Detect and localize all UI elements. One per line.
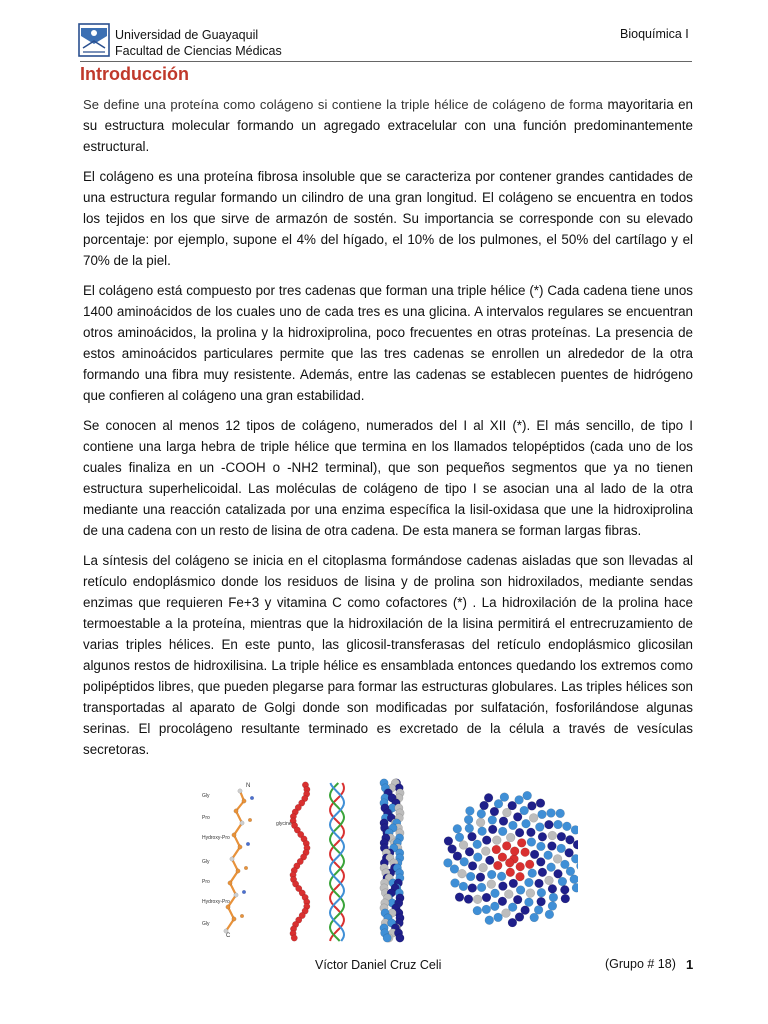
end-view-atom	[557, 832, 566, 841]
end-view-atom	[492, 845, 501, 854]
end-view-atom	[525, 860, 534, 869]
end-view-atom	[490, 807, 499, 816]
end-view-atom	[459, 882, 468, 891]
end-view-atom	[476, 818, 485, 827]
end-view-atom	[484, 793, 493, 802]
end-view-atom	[458, 869, 467, 878]
end-view-atom	[482, 836, 491, 845]
end-view-atom	[464, 815, 473, 824]
end-view-atom	[554, 820, 563, 829]
chain-end-label: C	[226, 933, 231, 939]
end-view-atom	[451, 879, 460, 888]
end-view-atom	[444, 837, 453, 846]
end-view-atom	[502, 842, 511, 851]
end-view-atom	[520, 806, 529, 815]
end-view-atom	[527, 828, 536, 837]
chain-atom	[232, 917, 236, 921]
end-view-atom	[487, 870, 496, 879]
end-view-atom	[455, 833, 464, 842]
end-view-atom	[566, 835, 575, 844]
spacefill-triple-helix-panel	[380, 779, 404, 942]
end-view-atom	[479, 863, 488, 872]
end-view-atom	[548, 902, 557, 911]
end-view-atom	[506, 868, 515, 877]
end-view-atom	[572, 883, 578, 892]
end-view-atom	[464, 895, 473, 904]
end-view-atom	[508, 801, 517, 810]
end-view-atom	[487, 880, 496, 889]
end-view-atom	[517, 839, 526, 848]
end-view-atom	[530, 850, 539, 859]
end-view-atom	[522, 819, 531, 828]
end-view-atom	[556, 809, 565, 818]
end-view-atom	[529, 814, 538, 823]
amino-acid-chain-panel	[202, 783, 254, 939]
end-view-atom	[537, 888, 546, 897]
chain-atom	[230, 857, 234, 861]
end-view-atom	[558, 877, 567, 886]
group-number: (Grupo # 18)	[605, 957, 676, 971]
end-view-atom	[545, 876, 554, 885]
end-view-atom	[525, 898, 534, 907]
end-view-atom	[538, 832, 547, 841]
end-view-atom	[535, 823, 544, 832]
residue-label: Gly	[202, 793, 210, 799]
end-view-atom	[465, 824, 474, 833]
end-view-atom	[528, 869, 537, 878]
end-view-atom	[493, 861, 502, 870]
end-view-atom	[499, 882, 508, 891]
spacefill-atom	[383, 934, 391, 942]
end-view-atom	[521, 848, 530, 857]
end-view-atom	[488, 816, 497, 825]
glycine-label: glycine	[276, 821, 292, 827]
paragraph: La síntesis del colágeno se inicia en el citoplasma formándose cadenas aisladas que son llevadas al retículo endoplásmico donde los residuos de lisina y de prolina son hidroxilados, mediante sendas enzimas que requieren Fe+3 y vitamina C como cofactores (*) . La hidroxilación de la prolina hace termoestable a la proteína, mientras que la hidroxilación de la lisina permitirá el entrecruzamiento de varias triples hélices. En este punto, las glicosil-transferasas del retículo endoplásmico glicosilan algunos restos de hidroxilisina. La triple hélice es ensamblada entonces quedando los extremos como polipéptidos libres, que pueden plegarse para formar las estructuras globulares. Las triples hélices son transportadas al aparato de Golgi donde son modificadas por sulfatación, fosforilándose algunas serinas. El procolágeno resultante terminado es excretado de la célula a través de vesículas secretoras.	[83, 553, 693, 757]
end-view-atom	[535, 879, 544, 888]
end-view-atom	[547, 863, 556, 872]
course-name: Bioquímica I	[620, 27, 689, 41]
end-view-atom	[478, 827, 487, 836]
university-logo	[78, 22, 110, 58]
end-view-atom	[502, 909, 511, 918]
institution-block	[115, 27, 282, 59]
end-view-atom	[509, 879, 518, 888]
end-view-atom	[516, 886, 525, 895]
end-view-atom	[557, 844, 566, 853]
end-view-atom	[468, 862, 477, 871]
end-view-atom	[504, 890, 513, 899]
end-view-atom	[498, 897, 507, 906]
chain-atom	[234, 809, 238, 813]
end-view-atom	[497, 872, 506, 881]
end-view-atom	[526, 889, 535, 898]
chain-atom	[226, 905, 230, 909]
end-view-atom	[473, 895, 482, 904]
residue-label: Gly	[202, 859, 210, 865]
end-view-atom	[554, 869, 563, 878]
paragraph: Se conocen al menos 12 tipos de colágeno, numerados del I al XII (*). El más sencillo, de tipo I contiene una larga hebra de triple hélice que termina en los llamados telopéptidos (cada uno de los cuales finaliza en un -COOH o -NH2 terminal), que son pequeños segmentos que ya no tienen estructura superhelicoidal. Las moléculas de colágeno de tipo I se asocian una al lado de la otra mediante una reacción catalizada por una enzima específica la lisil-oxidasa que une la hidroxiprolina de una cadena con un resto de lisina de otra cadena. De esta manera se forman largas fibras.	[83, 418, 693, 538]
end-view-atom	[513, 813, 522, 822]
page-number: 1	[686, 957, 694, 972]
end-view-atom	[537, 842, 546, 851]
end-view-atom	[510, 847, 519, 856]
red-helix-panel	[276, 782, 310, 941]
end-view-atom	[444, 859, 453, 868]
end-view-atom	[485, 916, 494, 925]
end-view-atom	[538, 810, 547, 819]
chain-atom	[246, 842, 250, 846]
chain-atom	[240, 821, 244, 825]
end-view-atom	[534, 906, 543, 915]
residue-label: Gly	[202, 921, 210, 927]
chain-atom	[238, 789, 242, 793]
paragraph-text: mayoritaria en su estructura molecular formando un agregado extracelular con una función predominantemente estructural.	[83, 97, 693, 154]
end-view-atom	[528, 802, 537, 811]
chain-atom	[240, 914, 244, 918]
end-view-atom	[560, 885, 569, 894]
chain-atom	[224, 929, 228, 933]
faculty-name: Facultad de Ciencias Médicas	[115, 44, 282, 58]
end-view-atom	[506, 833, 515, 842]
end-view-atom	[570, 875, 578, 884]
end-view-atom	[544, 851, 553, 860]
residue-label: Hydroxy-Pro	[202, 835, 230, 841]
end-view-atom	[473, 906, 482, 915]
chain-atom	[236, 869, 240, 873]
helix-atom	[291, 935, 297, 941]
end-view-atom	[473, 840, 482, 849]
chain-atom	[234, 893, 238, 897]
end-view-atom	[527, 838, 536, 847]
end-view-atom	[530, 913, 539, 922]
end-view-atom	[459, 841, 468, 850]
paragraph: El colágeno es una proteína fibrosa insoluble que se caracteriza por contener grandes cantidades de una estructura regular formando un cilindro de una gran longitud. El colágeno se encuentra en todos los tejidos en los que sirve de armazón de sostén. Su importancia se corresponde con su elevado porcentaje: por ejemplo, supone el 4% del hígado, el 10% de los pulmones, el 50% del cartílago y el 70% de la piel.	[83, 169, 693, 268]
end-view-atom	[509, 821, 518, 830]
end-view-atom	[538, 868, 547, 877]
end-view-atom	[515, 913, 524, 922]
end-view-atom	[482, 893, 491, 902]
spacefill-atom	[396, 934, 404, 942]
end-view-atom	[563, 822, 572, 831]
section-title: Introducción	[80, 64, 189, 84]
chain-atom	[242, 890, 246, 894]
chain-atom	[244, 866, 248, 870]
end-view-atom	[477, 809, 486, 818]
residue-label: Hydroxy-Pro	[202, 899, 230, 905]
end-view-atom	[488, 825, 497, 834]
end-view-atom	[465, 847, 474, 856]
end-view-atom	[571, 826, 578, 835]
end-view-atom	[473, 853, 482, 862]
end-view-atom	[490, 902, 499, 911]
chain-atom	[228, 881, 232, 885]
end-view-atom	[468, 884, 477, 893]
collagen-structure-figure	[192, 777, 578, 945]
end-view-atom	[548, 884, 557, 893]
body-text	[83, 94, 693, 769]
end-view-atom	[448, 845, 457, 854]
chain-atom	[232, 833, 236, 837]
end-view-atom	[468, 832, 477, 841]
end-view-atom	[513, 895, 522, 904]
end-on-view-panel	[444, 791, 579, 927]
end-view-atom	[571, 854, 578, 863]
end-view-atom	[491, 889, 500, 898]
chain-atom	[250, 796, 254, 800]
end-view-atom	[523, 791, 532, 800]
end-view-atom	[553, 855, 562, 864]
end-view-atom	[508, 918, 517, 927]
end-view-atom	[545, 910, 554, 919]
chain-atom	[248, 818, 252, 822]
end-view-atom	[561, 894, 570, 903]
end-view-atom	[499, 817, 508, 826]
end-view-atom	[466, 807, 475, 816]
chain-atom	[238, 845, 242, 849]
end-view-atom	[536, 799, 545, 808]
end-view-atom	[548, 831, 557, 840]
chain-atom	[242, 799, 246, 803]
paragraph: El colágeno está compuesto por tres cadenas que forman una triple hélice (*) Cada cadena tiene unos 1400 aminoácidos de los cuales uno de cada tres es una glicina. A intervalos regulares se encuentran otros aminoácidos, la prolina y la hidroxiprolina, poco frecuentes en otras proteínas. La presencia de estos aminoácidos particulares permite que las tres cadenas se enrollen un alrededor de la otra formando una fibra muy resistente. Además, entre las cadenas se establecen puentes de hidrógeno que confieren al colágeno una gran estabilidad.	[83, 283, 693, 403]
paragraph-lead: Se define una proteína como colágeno si contiene la triple hélice de colágeno de forma	[83, 97, 604, 112]
residue-label: Pro	[202, 815, 210, 821]
end-view-atom	[500, 793, 509, 802]
end-view-atom	[481, 847, 490, 856]
residue-label: Pro	[202, 879, 210, 885]
end-view-atom	[505, 858, 514, 867]
end-view-atom	[525, 878, 534, 887]
chain-end-label: N	[246, 783, 251, 789]
end-view-atom	[516, 862, 525, 871]
end-view-atom	[566, 867, 575, 876]
paragraph	[83, 94, 693, 157]
end-view-atom	[549, 893, 558, 902]
end-view-atom	[476, 873, 485, 882]
end-view-atom	[545, 820, 554, 829]
end-view-atom	[515, 796, 524, 805]
university-name: Universidad de Guayaquil	[115, 28, 259, 42]
end-view-atom	[453, 824, 462, 833]
header-divider	[80, 61, 692, 62]
end-view-atom	[548, 842, 557, 851]
end-view-atom	[515, 828, 524, 837]
end-view-atom	[482, 905, 491, 914]
end-view-atom	[536, 858, 545, 867]
end-view-atom	[516, 872, 525, 881]
end-view-atom	[492, 836, 501, 845]
end-view-atom	[455, 893, 464, 902]
end-view-atom	[498, 853, 507, 862]
end-view-atom	[498, 827, 507, 836]
end-view-atom	[485, 856, 494, 865]
end-view-atom	[466, 872, 475, 881]
ribbon-triple-helix-panel	[330, 783, 344, 941]
end-view-atom	[480, 801, 489, 810]
end-view-atom	[547, 809, 556, 818]
end-view-atom	[537, 897, 546, 906]
author-name: Víctor Daniel Cruz Celi	[315, 958, 442, 972]
end-view-atom	[494, 913, 503, 922]
end-view-atom	[477, 883, 486, 892]
